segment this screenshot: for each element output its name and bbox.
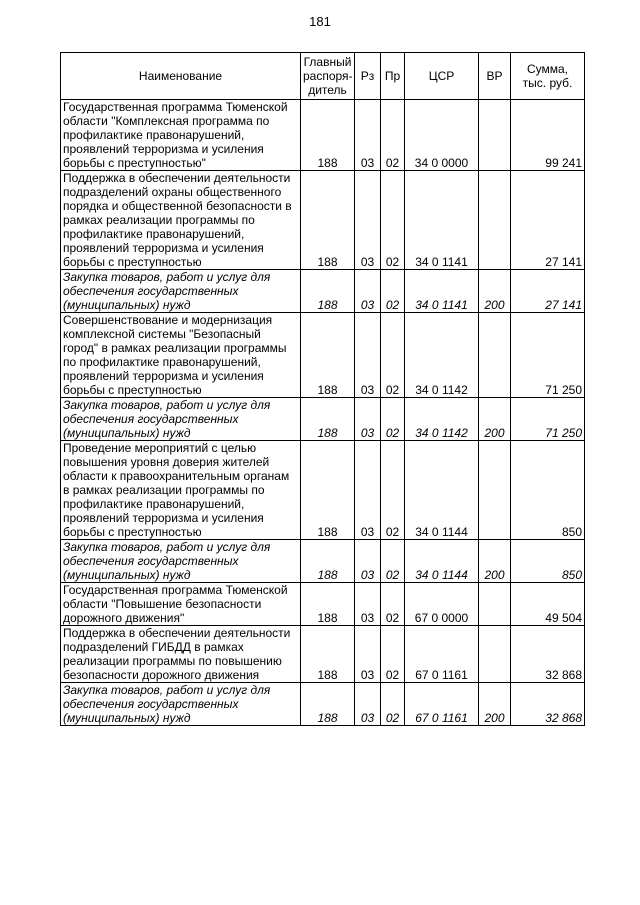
cell-chief: 188 (301, 683, 355, 726)
table-row (61, 540, 585, 583)
cell-chief: 188 (301, 313, 355, 398)
cell-pr: 02 (381, 540, 405, 583)
cell-vr: 200 (479, 398, 511, 441)
cell-rz: 03 (355, 441, 381, 540)
cell-csr: 34 0 1142 (405, 398, 479, 441)
header-rz: Рз (355, 53, 381, 100)
header-chief: Главный распоря- дитель (301, 53, 355, 100)
cell-sum: 99 241 (511, 100, 585, 171)
cell-vr (479, 313, 511, 398)
cell-chief: 188 (301, 540, 355, 583)
cell-sum: 71 250 (511, 313, 585, 398)
cell-csr: 67 0 0000 (405, 583, 479, 626)
page-number: 181 (309, 14, 331, 29)
cell-name: Поддержка в обеспечении деятельности подразделений ГИБДД в рамках реализации программы по повышению безопасности дорожного движения (61, 626, 301, 683)
cell-vr (479, 583, 511, 626)
table-row (61, 100, 585, 171)
cell-name: Закупка товаров, работ и услуг для обеспечения государственных (муниципальных) нужд (61, 683, 301, 726)
cell-pr: 02 (381, 441, 405, 540)
cell-name: Поддержка в обеспечении деятельности подразделений охраны общественного порядка и общественной безопасности в рамках реализации программы по профилактике правонарушений, проявлений терроризма и усиления борьбы с преступностью (61, 171, 301, 270)
cell-csr: 34 0 1141 (405, 171, 479, 270)
cell-name: Закупка товаров, работ и услуг для обеспечения государственных (муниципальных) нужд (61, 270, 301, 313)
cell-sum: 27 141 (511, 171, 585, 270)
cell-csr: 34 0 1142 (405, 313, 479, 398)
table-row (61, 583, 585, 626)
cell-sum: 32 868 (511, 683, 585, 726)
table-row (61, 441, 585, 540)
cell-rz: 03 (355, 398, 381, 441)
cell-csr: 34 0 1144 (405, 540, 479, 583)
cell-rz: 03 (355, 540, 381, 583)
table-row (61, 683, 585, 726)
cell-name: Государственная программа Тюменской области "Комплексная программа по профилактике правонарушений, проявлений терроризма и усиления борьбы с преступностью" (61, 100, 301, 171)
cell-chief: 188 (301, 171, 355, 270)
cell-csr: 67 0 1161 (405, 683, 479, 726)
table-row (61, 270, 585, 313)
cell-pr: 02 (381, 270, 405, 313)
header-name: Наименование (61, 53, 301, 100)
cell-name: Государственная программа Тюменской области "Повышение безопасности дорожного движения" (61, 583, 301, 626)
cell-pr: 02 (381, 683, 405, 726)
cell-sum: 850 (511, 540, 585, 583)
header-row (61, 53, 585, 100)
cell-rz: 03 (355, 270, 381, 313)
table-row (61, 626, 585, 683)
cell-sum: 27 141 (511, 270, 585, 313)
cell-name: Проведение мероприятий с целью повышения уровня доверия жителей области к правоохранительным органам в рамках реализации программы по профилактике правонарушений, проявлений терроризма и усиления борьбы с преступностью (61, 441, 301, 540)
cell-rz: 03 (355, 683, 381, 726)
cell-pr: 02 (381, 100, 405, 171)
header-csr: ЦСР (405, 53, 479, 100)
cell-vr: 200 (479, 270, 511, 313)
cell-vr (479, 626, 511, 683)
cell-name: Закупка товаров, работ и услуг для обеспечения государственных (муниципальных) нужд (61, 540, 301, 583)
cell-pr: 02 (381, 398, 405, 441)
cell-pr: 02 (381, 171, 405, 270)
cell-chief: 188 (301, 626, 355, 683)
table-row (61, 398, 585, 441)
cell-vr (479, 441, 511, 540)
cell-sum: 71 250 (511, 398, 585, 441)
header-pr: Пр (381, 53, 405, 100)
cell-rz: 03 (355, 100, 381, 171)
cell-sum: 32 868 (511, 626, 585, 683)
cell-chief: 188 (301, 441, 355, 540)
cell-sum: 49 504 (511, 583, 585, 626)
table-row (61, 313, 585, 398)
cell-csr: 67 0 1161 (405, 626, 479, 683)
cell-chief: 188 (301, 398, 355, 441)
cell-pr: 02 (381, 583, 405, 626)
cell-chief: 188 (301, 583, 355, 626)
cell-vr (479, 171, 511, 270)
cell-rz: 03 (355, 313, 381, 398)
cell-rz: 03 (355, 171, 381, 270)
cell-name: Совершенствование и модернизация комплексной системы "Безопасный город" в рамках реализации программы по профилактике правонарушений, проявлений терроризма и усиления борьбы с преступностью (61, 313, 301, 398)
header-sum: Сумма, тыс. руб. (511, 53, 585, 100)
cell-vr: 200 (479, 683, 511, 726)
budget-table (60, 52, 585, 726)
cell-vr (479, 100, 511, 171)
cell-chief: 188 (301, 270, 355, 313)
header-vr: ВР (479, 53, 511, 100)
cell-csr: 34 0 1141 (405, 270, 479, 313)
table-body (61, 100, 585, 726)
table-row (61, 171, 585, 270)
cell-csr: 34 0 1144 (405, 441, 479, 540)
cell-pr: 02 (381, 313, 405, 398)
cell-sum: 850 (511, 441, 585, 540)
cell-pr: 02 (381, 626, 405, 683)
cell-csr: 34 0 0000 (405, 100, 479, 171)
cell-rz: 03 (355, 626, 381, 683)
cell-name: Закупка товаров, работ и услуг для обеспечения государственных (муниципальных) нужд (61, 398, 301, 441)
cell-rz: 03 (355, 583, 381, 626)
cell-chief: 188 (301, 100, 355, 171)
cell-vr: 200 (479, 540, 511, 583)
